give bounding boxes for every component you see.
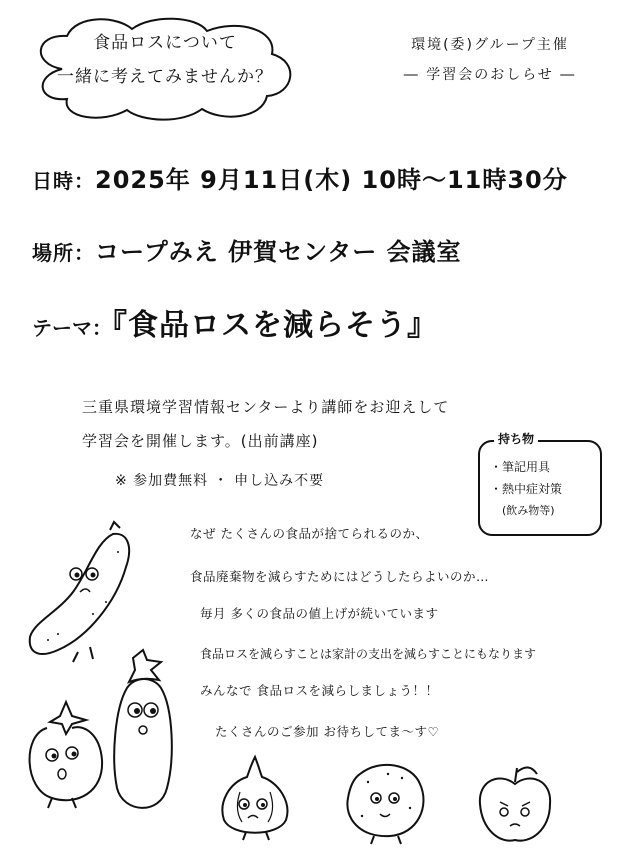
place-value: コープみえ 伊賀センター 会議室	[95, 238, 462, 266]
onion-illustration	[210, 752, 300, 842]
intro-line-1: 三重県環境学習情報センターより講師をお迎えして	[82, 398, 450, 416]
message-5: みんなで 食品ロスを減らしましょう！！	[200, 683, 439, 698]
belongings-box	[478, 432, 602, 536]
belongings-item-1: ・筆記用具	[490, 460, 551, 474]
organizer-line-2: ― 学習会のおしらせ ―	[403, 67, 577, 83]
cucumber-illustration	[18, 522, 138, 662]
message-3: 毎月 多くの食品の値上げが続いています	[200, 606, 439, 621]
place-row	[32, 232, 462, 267]
theme-row	[32, 300, 438, 344]
theme-label: テーマ：	[32, 316, 112, 340]
message-4: 食品ロスを減らすことは家計の支出を減らすことにもなります	[200, 647, 537, 661]
belongings-title: 持ち物	[494, 430, 538, 447]
belongings-sub: (飲み物等)	[502, 504, 555, 517]
datetime-value: 2025年 9月11日(木) 10時～11時30分	[95, 166, 568, 194]
message-1: なぜ たくさんの食品が捨てられるのか、	[190, 526, 429, 541]
apple-illustration	[470, 762, 560, 852]
bubble-line-2: 一緒に考えてみませんか？	[57, 67, 273, 87]
potato-illustration	[340, 756, 430, 846]
place-label: 場所：	[32, 241, 95, 265]
theme-title: 『食品ロスを減らそう』	[112, 308, 438, 343]
fee-note: ※ 参加費無料 ・ 申し込み不要	[115, 473, 325, 489]
message-2: 食品廃棄物を減らすためにはどうしたらよいのか…	[190, 569, 490, 584]
eggplant-illustration	[105, 648, 185, 818]
bubble-line-1: 食品ロスについて	[93, 33, 237, 53]
message-6: たくさんのご参加 お待ちしてま～す♡	[215, 724, 440, 739]
intro-line-2: 学習会を開催します。(出前講座)	[82, 432, 319, 450]
tomato-illustration	[22, 700, 112, 810]
datetime-label: 日時：	[32, 169, 95, 193]
organizer-line-1: 環境(委)グループ主催	[411, 37, 569, 53]
belongings-item-2: ・熱中症対策	[490, 482, 563, 496]
datetime-row	[32, 160, 568, 195]
